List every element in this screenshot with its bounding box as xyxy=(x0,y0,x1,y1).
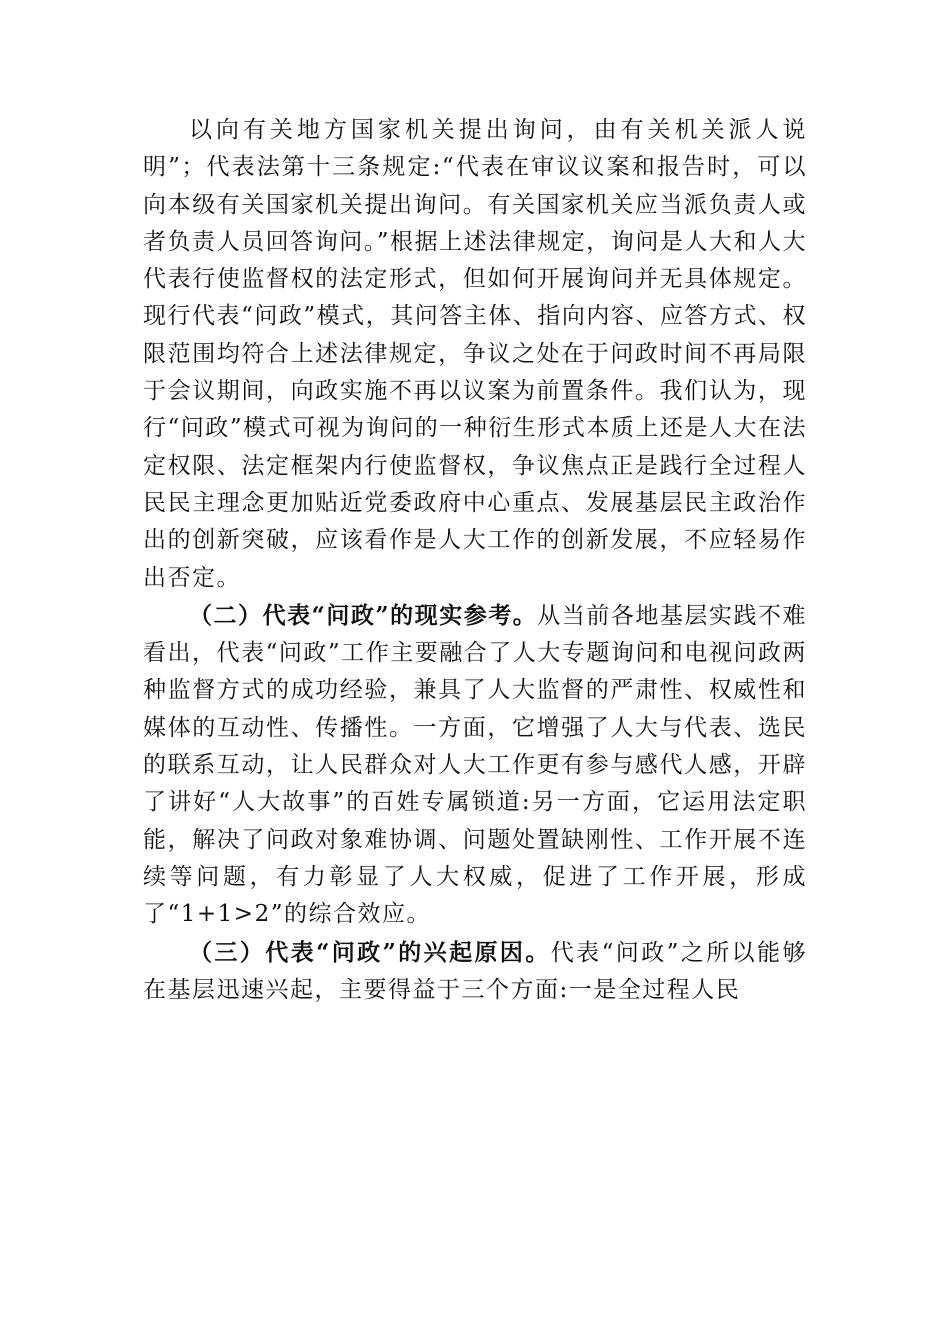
paragraph-2-text: 从当前各地基层实践不难看出，代表“问政”工作主要融合了人大专题询问和电视问政两种监督方式的成功经验，兼具了人大监督的严肃性、权威性和媒体的互动性、传播性。一方面，它增强了人大与代表、选民的联系互动，让人民群众对人大工作更有参与感代人感，开辟了讲好“人大故事”的百姓专属锁道:另一方面，它运用法定职能，解决了问政对象难协调、问题处置缺刚性、工作开展不连续等问题，有力彰显了人大权威，促进了工作开展，形成了“1+1>2”的综合效应。 xyxy=(143,602,807,928)
paragraph-2-heading: （二）代表“问政”的现实参考。 xyxy=(189,601,538,629)
paragraph-3-heading: （三）代表“问政”的兴起原因。 xyxy=(189,938,551,966)
paragraph-1-text: 以向有关地方国家机关提出询问，由有关机关派人说明”；代表法第十三条规定:“代表在审议议案和报告时，可以向本级有关国家机关提出询问。有关国家机关应当派负责人或者负责人员回答询问。”根据上述法律规定，询问是人大和人大代表行使监督权的法定形式，但如何开展询问并无具体规定。现行代表“问政”模式，其问答主体、指向内容、应答方式、权限范围均符合上述法律规定，争议之处在于问政时间不再局限于会议期间，向政实施不再以议案为前置条件。我们认为，现行“问政”模式可视为询问的一种衍生形式本质上还是人大在法定权限、法定框架内行使监督权，争议焦点正是践行全过程人民民主理念更加贴近党委政府中心重点、发展基层民主政治作出的创新突破，应该看作是人大工作的创新发展，不应轻易作出否定。 xyxy=(143,117,807,591)
paragraph-2 xyxy=(143,597,807,934)
paragraph-1 xyxy=(143,112,807,597)
paragraph-3 xyxy=(143,934,807,1010)
document-page xyxy=(143,112,807,1009)
paragraph-3-text: 代表“问政”之所以能够在基层迅速兴起，主要得益于三个方面:一是全过程人民 xyxy=(143,939,807,1003)
